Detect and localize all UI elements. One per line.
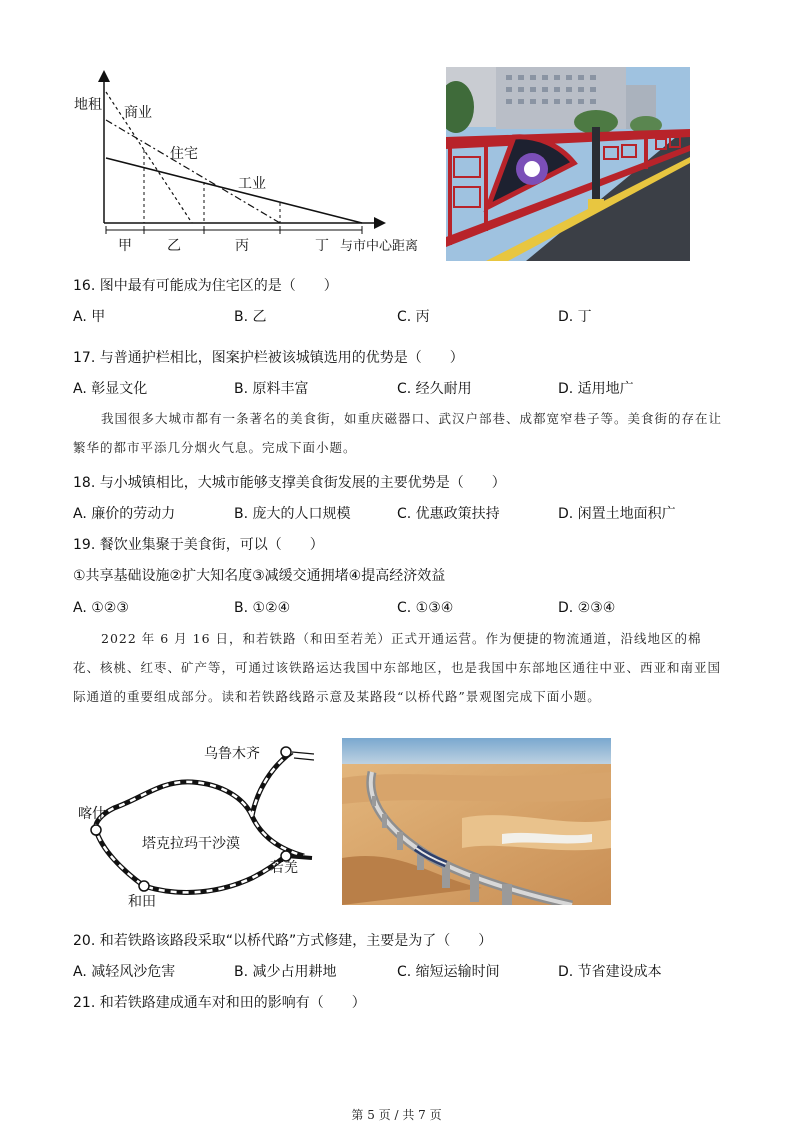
hotan-ruoqiang-railway-map <box>72 738 322 910</box>
railway-passage: 2022 年 6 月 16 日，和若铁路（和田至若羌）正式开通运营。作为便捷的物流通道，沿线地区的棉花、核桃、红枣、矿产等，可通过该铁路运达我国中东部地区，也是我国中东部地区通往中亚、西亚和南亚国际通道的重要组成部分。读和若铁路线路示意及某路段“以桥代路”景观图完成下面小题。 <box>73 631 722 704</box>
land-rent-chart-svg <box>70 70 435 260</box>
q16-option-b[interactable]: B. 乙 <box>234 309 267 325</box>
q20-option-b[interactable]: B. 减少占用耕地 <box>234 964 337 980</box>
x-axis-label: 与市中心距离 <box>340 239 419 254</box>
ruoqiang-label: 若羌 <box>270 860 298 876</box>
q18-option-d[interactable]: D. 闲置土地面积广 <box>558 506 676 522</box>
decorative-railing-photo <box>446 67 690 261</box>
question-21-stem: 21. 和若铁路建成通车对和田的影响有（ ） <box>73 995 366 1011</box>
commercial-label: 商业 <box>124 105 152 121</box>
q16-option-a[interactable]: A. 甲 <box>73 309 106 325</box>
question-19-items: ①共享基础设施②扩大知名度③减缓交通拥堵④提高经济效益 <box>73 568 446 584</box>
desert-label: 塔克拉玛干沙漠 <box>142 836 240 852</box>
question-20-stem: 20. 和若铁路该路段采取“以桥代路”方式修建，主要是为了（ ） <box>73 933 493 949</box>
zone-label-yi: 乙 <box>167 238 181 254</box>
q19-option-c[interactable]: C. ①③④ <box>397 600 454 616</box>
q19-option-d[interactable]: D. ②③④ <box>558 600 616 616</box>
kashgar-label: 喀什 <box>78 806 106 822</box>
hotan-label: 和田 <box>128 894 156 910</box>
urumqi-station-icon <box>281 747 291 757</box>
q20-option-a[interactable]: A. 减轻风沙危害 <box>73 964 176 980</box>
hotan-station-icon <box>139 881 149 891</box>
land-rent-chart <box>70 70 435 260</box>
q20-option-c[interactable]: C. 缩短运输时间 <box>397 964 500 980</box>
q18-option-b[interactable]: B. 庞大的人口规模 <box>234 506 351 522</box>
industrial-rent-line <box>106 158 362 223</box>
q17-option-d[interactable]: D. 适用地广 <box>558 381 634 397</box>
desert-bridge-railway-photo <box>342 738 611 905</box>
q18-option-c[interactable]: C. 优惠政策扶持 <box>397 506 500 522</box>
q16-option-c[interactable]: C. 丙 <box>397 309 430 325</box>
residential-label: 住宅 <box>170 146 198 162</box>
page-footer: 第 5 页 / 共 7 页 <box>351 1108 442 1122</box>
zone-label-jia: 甲 <box>118 238 132 254</box>
q18-option-a[interactable]: A. 廉价的劳动力 <box>73 506 176 522</box>
food-street-passage: 我国很多大城市都有一条著名的美食街，如重庆磁器口、武汉户部巷、成都宽窄巷子等。美食街的存在让繁华的都市平添几分烟火气息。完成下面小题。 <box>73 411 723 455</box>
question-18-stem: 18. 与小城镇相比，大城市能够支撑美食街发展的主要优势是（ ） <box>73 475 506 491</box>
q17-option-c[interactable]: C. 经久耐用 <box>397 381 472 397</box>
question-17-stem: 17. 与普通护栏相比，图案护栏被该城镇选用的优势是（ ） <box>73 350 464 366</box>
industrial-label: 工业 <box>238 176 266 192</box>
q20-option-d[interactable]: D. 节省建设成本 <box>558 964 662 980</box>
q17-option-b[interactable]: B. 原料丰富 <box>234 381 309 397</box>
kashgar-station-icon <box>91 825 101 835</box>
residential-rent-line <box>106 120 280 223</box>
q19-option-b[interactable]: B. ①②④ <box>234 600 291 616</box>
question-19-stem: 19. 餐饮业集聚于美食街，可以（ ） <box>73 537 324 553</box>
q17-option-a[interactable]: A. 彰显文化 <box>73 381 148 397</box>
urumqi-label: 乌鲁木齐 <box>204 746 260 762</box>
y-axis-label: 地租 <box>74 97 102 113</box>
zone-label-ding: 丁 <box>315 238 329 254</box>
zone-label-bing: 丙 <box>235 238 249 254</box>
question-16-stem: 16. 图中最有可能成为住宅区的是（ ） <box>73 278 338 294</box>
q19-option-a[interactable]: A. ①②③ <box>73 600 129 616</box>
q16-option-d[interactable]: D. 丁 <box>558 309 592 325</box>
